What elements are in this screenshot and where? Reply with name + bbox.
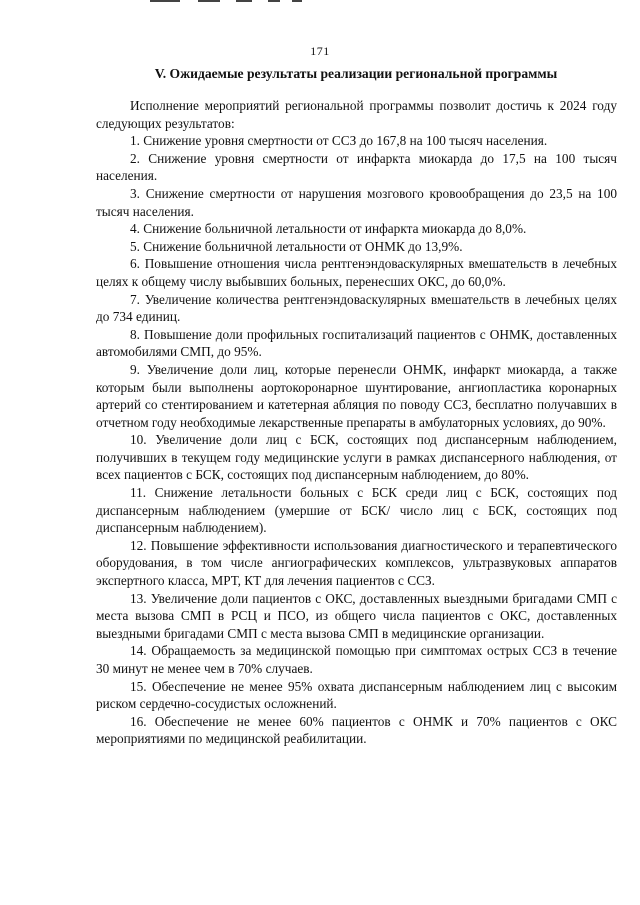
result-item-16: 16. Обеспечение не менее 60% пациентов с ОНМК и 70% пациентов с ОКС мероприятиями по медицинской реабилитации. xyxy=(96,713,617,747)
result-item-11: 11. Снижение летальности больных с БСК среди лиц с БСК, состоящих под диспансерным наблюдением (умершие от БСК/ число лиц с БСК, состоящих под диспансерным наблюдением). xyxy=(96,485,617,536)
result-item-6: 6. Повышение отношения числа рентгенэндоваскулярных вмешательств в лечебных целях к общему числу выбывших больных, перенесших ОКС, до 60,0%. xyxy=(96,256,617,289)
result-item-10: 10. Увеличение доли лиц с БСК, состоящих под диспансерным наблюдением, получивших в текущем году медицинские услуги в рамках диспансерного наблюдения, от всех пациентов с БСК, состоящих под диспансерным наблюдением, до 80%. xyxy=(96,432,617,483)
result-item-13: 13. Увеличение доли пациентов с ОКС, доставленных выездными бригадами СМП с места вызова СМП в РСЦ и ПСО, из общего числа пациентов с ОКС, доставленных выездными бригадами СМП с места вызова СМП в медицинские организации. xyxy=(96,590,617,641)
result-item-2: 2. Снижение уровня смертности от инфаркта миокарда до 17,5 на 100 тысяч населения. xyxy=(96,150,617,184)
result-item-9: 9. Увеличение доли лиц, которые перенесли ОНМК, инфаркт миокарда, а также которым были выполнены аортокоронарное шунтирование, ангиопластика коронарных артерий со стентированием и катетерная абляция по поводу ССЗ, бесплатно получавших в отчетном году необходимые лекарственные препараты в амбулаторных условиях, до 90%. xyxy=(96,361,617,430)
result-item-4: 4. Снижение больничной летальности от инфаркта миокарда до 8,0%. xyxy=(130,221,527,237)
result-item-7: 7. Увеличение количества рентгенэндоваскулярных вмешательств в лечебных целях до 734 единиц. xyxy=(96,291,617,325)
top-scan-edge xyxy=(0,0,640,3)
result-item-3: 3. Снижение смертности от нарушения мозгового кровообращения до 23,5 на 100 тысяч населения. xyxy=(96,185,617,219)
result-item-1: 1. Снижение уровня смертности от ССЗ до 167,8 на 100 тысяч населения. xyxy=(130,133,548,149)
section-title: V. Ожидаемые результаты реализации региональной программы xyxy=(154,66,558,81)
result-item-15: 15. Обеспечение не менее 95% охвата диспансерным наблюдением лиц с высоким риском сердечно-сосудистых осложнений. xyxy=(96,678,617,712)
result-item-14: 14. Обращаемость за медицинской помощью при симптомах острых ССЗ в течение 30 минут не менее чем в 70% случаев. xyxy=(96,643,617,676)
result-item-5: 5. Снижение больничной летальности от ОНМК до 13,9%. xyxy=(130,238,463,254)
page-number: 171 xyxy=(310,44,330,58)
document-body xyxy=(96,97,617,748)
result-item-8: 8. Повышение доли профильных госпитализаций пациентов с ОНМК, доставленных автомобилями СМП, до 95%. xyxy=(96,326,617,360)
intro-paragraph: Исполнение мероприятий региональной программы позволит достичь к 2024 году следующих результатов: xyxy=(96,98,617,131)
result-item-12: 12. Повышение эффективности использования диагностического и терапевтического оборудования, в том числе ангиографических комплексов, ультразвуковых аппаратов экспертного класса, МРТ, КТ для лечения пациентов с ССЗ. xyxy=(96,537,617,589)
